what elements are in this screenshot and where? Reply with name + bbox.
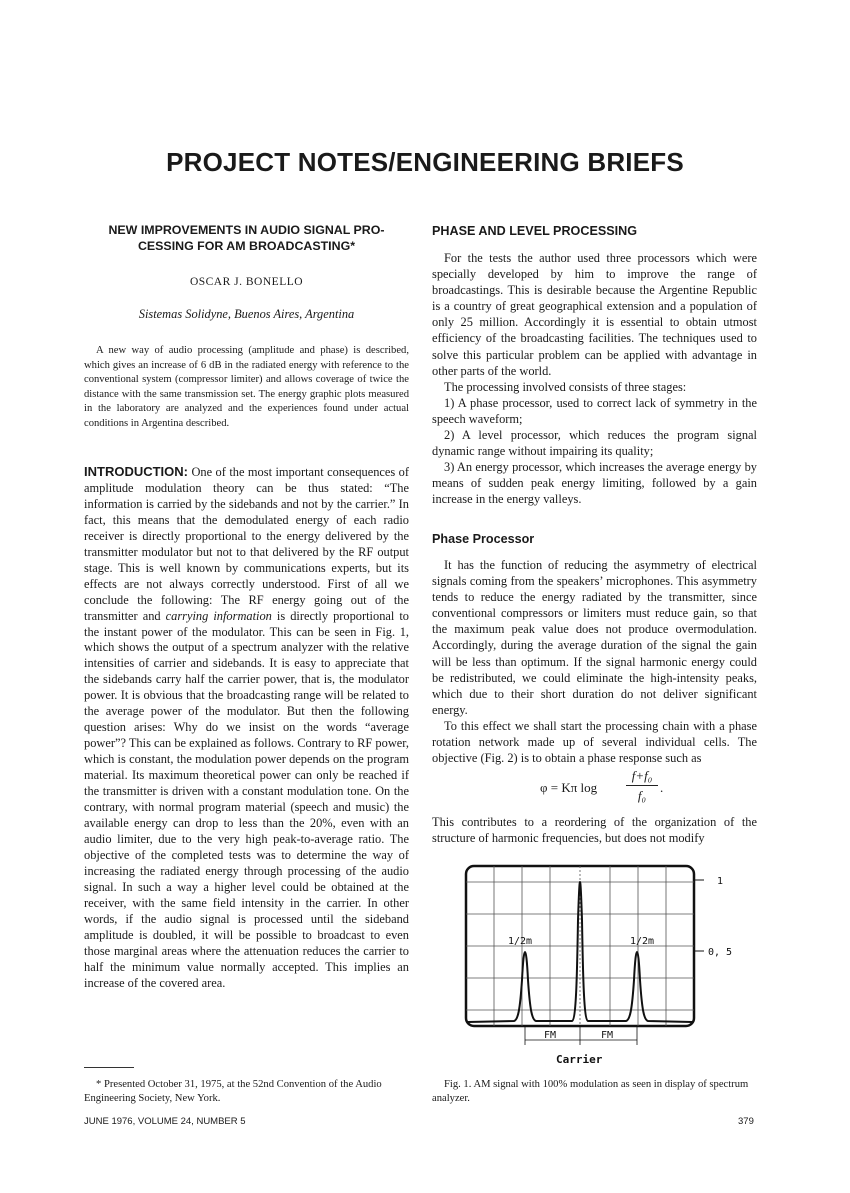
paragraph-phase-function: It has the function of reducing the asymmetry of electrical signals coming from the speakers’ microphones. This asymmetry tends to reduce the energy radiated by the transmitter, since conventional compressors or limiters must reduce gain, so that the maximum peak value does not produce overmodulation. Accordingly, during the average duration of the signal the gain will be less than optimum. If the signal harmonic energy could be redistributed, we could eliminate the high-intensity peaks, which due to their short duration do not deliver significant energy.	[432, 558, 757, 717]
sideband-label-left: 1/2m	[508, 936, 533, 947]
intro-text-1: One of the most important consequences of amplitude modulation theory can be thus stated: “The information is carried by the sidebands and not by the carrier.” In fact, this means that the demodulated energy of each radio receiver is directly proportional to the energy delivered by the transmitter modulator but not to that delivered by the RF output stage. This is well known by communications experts, but its effects are not always correctly understood. First of all we conclude the following: The RF energy going out of the transmitter and	[84, 465, 409, 623]
carrier-label: Carrier	[556, 1053, 603, 1066]
intro-italic: carrying information	[165, 608, 272, 623]
section-heading-phase-processor: Phase Processor	[432, 532, 535, 546]
scale-label-1: 1	[717, 876, 724, 887]
footnote: * Presented October 31, 1975, at the 52nd Convention of the Audio Engineering Society, New York.	[84, 1079, 382, 1104]
equation-lhs: φ = Kπ log	[540, 780, 598, 795]
list-item-2: 2) A level processor, which reduces the program signal dynamic range without impairing its quality;	[432, 428, 757, 459]
list-item-1: 1) A phase processor, used to correct lack of symmetry in the speech waveform;	[432, 395, 757, 426]
section-heading-phase-level: PHASE AND LEVEL PROCESSING	[432, 224, 638, 238]
paragraph-stages: The processing involved consists of three stages:	[444, 379, 687, 394]
phase-equation	[540, 768, 760, 808]
footnote-rule	[84, 1067, 134, 1068]
abstract: A new way of audio processing (amplitude and phase) is described, which gives an increase of 6 dB in the radiated energy with reference to the conventional system (compressor limiter) and allows coverage of twice the distance with the same transmission set. The energy graphic plots measured in the laboratory are analyzed and the experiences found under actual conditions in Argentina described.	[84, 345, 409, 429]
article-title-line1: NEW IMPROVEMENTS IN AUDIO SIGNAL PRO-	[108, 223, 385, 237]
affiliation: Sistemas Solidyne, Buenos Aires, Argentina	[138, 307, 355, 321]
introduction-heading: INTRODUCTION:	[84, 464, 188, 479]
sideband-label-right: 1/2m	[630, 936, 655, 947]
paragraph-tests: For the tests the author used three processors which were specially developed by him to improve the range of broadcastings. This is desirable because the Argentine Republic is a country of great geographical extension and a population of only 25 million. Accordingly it is essential to obtain utmost efficiency of the broadcasting facilities. The techniques used to solve this particular problem can be applied with advantage in other parts of the world.	[432, 251, 757, 378]
list-item-3: 3) An energy processor, which increases the average energy by means of sudden peak energy limiting, followed by a gain increase in the energy valleys.	[432, 460, 757, 507]
equation-period: .	[660, 780, 664, 795]
paragraph-phase-network: To this effect we shall start the processing chain with a phase rotation network made up of several individual cells. The objective (Fig. 2) is to obtain a phase response such as	[432, 718, 757, 766]
fm-label-right: FM	[601, 1030, 614, 1041]
article-title	[84, 222, 409, 254]
fraction-bar	[626, 785, 658, 786]
figure-spectrum-analyzer	[460, 860, 760, 1070]
equation-numerator: f+f₀	[631, 768, 653, 783]
fm-dimension-lines	[525, 1026, 637, 1045]
author: OSCAR J. BONELLO	[189, 276, 304, 288]
fm-label-left: FM	[544, 1030, 557, 1041]
footer-page-number: 379	[738, 1116, 754, 1127]
right-column-text-mid	[432, 557, 757, 766]
scale-label-05: 0, 5	[708, 947, 733, 958]
introduction-paragraph	[84, 464, 409, 991]
article-title-line2: CESSING FOR AM BROADCASTING*	[137, 239, 356, 253]
figure-caption: Fig. 1. AM signal with 100% modulation as seen in display of spectrum analyzer.	[432, 1079, 749, 1104]
right-column-text-bottom	[432, 814, 757, 846]
intro-text-2: is directly proportional to the instant power of the modulator. This can be seen in Fig. 1, which shows the output of a spectrum analyzer with the relative intensities of carrier and sidebands. It is easy to appreciate that the sidebands carry half the carrier power, that is, the modulator power. It is obvious that the broadcasting range will be related to the average power of the modulator. But then the following question arises: Why do we insist on the words “average power”? This can be explained as follows. Contrary to RF power, which is constant, the modulation power depends on the program material. Its maximum theoretical power can only be reached if the transmitter is driven with a constant modulation tone. On the contrary, with normal program material (speech and music) the available energy can drop to less than the 20%, even with an audio limiter, due to the very high peak-to-average ratio. The objective of the completed tests was to determine the way of increasing the radiated energy through processing of the audio signal. In such a way a higher level could be obtained at the receiver, with the same field intensity in the carrier. In other words, if the audio signal is processed until the sideband amplitude is doubled, it will be possible to broadcast to even those marginal areas where the attenuation reduces the carrier to half the minimum value normally accepted. This implies an increase of the covered area.	[84, 608, 410, 990]
paragraph-reordering: This contributes to a reordering of the organization of the structure of harmonic frequencies, but does not modify	[432, 815, 757, 846]
footer-issue: JUNE 1976, VOLUME 24, NUMBER 5	[84, 1116, 246, 1127]
equation-denominator: f₀	[637, 788, 647, 803]
page-banner: PROJECT NOTES/ENGINEERING BRIEFS	[166, 147, 684, 177]
right-column-text-top	[432, 250, 757, 508]
